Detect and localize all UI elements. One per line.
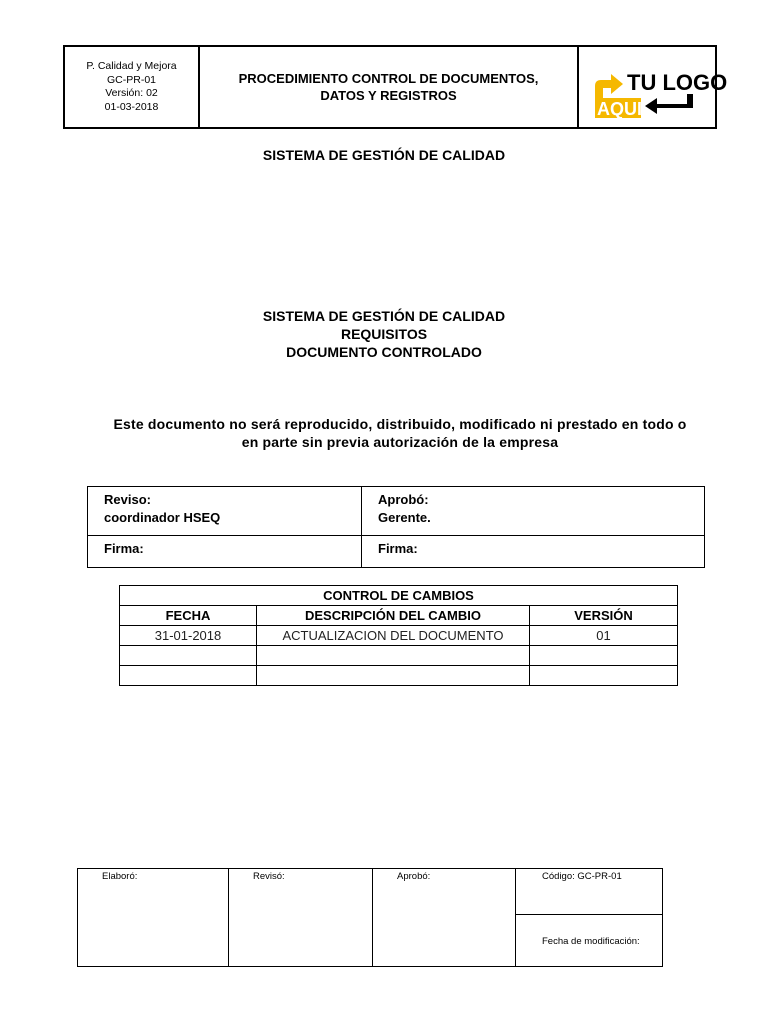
aprobo-value: Gerente. bbox=[378, 510, 431, 525]
cell-version bbox=[530, 646, 678, 666]
document-header bbox=[63, 45, 728, 129]
column-header-descripcion: DESCRIPCIÓN DEL CAMBIO bbox=[257, 606, 530, 626]
footer-fecha-label: Fecha de modificación: bbox=[542, 936, 640, 947]
aprobo-cell bbox=[362, 487, 705, 536]
system-title: SISTEMA DE GESTIÓN DE CALIDAD bbox=[262, 147, 506, 163]
cell-version bbox=[530, 666, 678, 686]
logo-arrow-return-icon bbox=[645, 94, 693, 114]
cell-descripcion bbox=[257, 666, 530, 686]
logo-text-top: TU LOGO bbox=[627, 70, 728, 95]
header-date: 01-03-2018 bbox=[104, 100, 159, 113]
logo-placeholder bbox=[579, 47, 728, 127]
footer-signature-table bbox=[77, 868, 663, 967]
title-block-line2: REQUISITOS bbox=[340, 326, 428, 342]
cell-fecha: 31-01-2018 bbox=[120, 626, 257, 646]
cell-fecha bbox=[120, 646, 257, 666]
firma-left-cell bbox=[88, 536, 362, 568]
cell-fecha bbox=[120, 666, 257, 686]
footer-fecha-cell bbox=[516, 915, 663, 967]
change-control-title: CONTROL DE CAMBIOS bbox=[120, 586, 678, 606]
cell-descripcion bbox=[257, 646, 530, 666]
cell-descripcion: ACTUALIZACION DEL DOCUMENTO bbox=[257, 626, 530, 646]
change-control-table bbox=[119, 585, 678, 686]
title-block bbox=[0, 307, 768, 361]
footer-elaboro-cell bbox=[78, 869, 229, 967]
header-title-line1: PROCEDIMIENTO CONTROL DE DOCUMENTOS, bbox=[238, 71, 539, 86]
notice-line1: Este documento no será reproducido, distribuido, modificado ni prestado en todo o bbox=[113, 416, 687, 432]
logo-arrow-right-icon bbox=[595, 74, 623, 102]
logo-image bbox=[587, 52, 728, 122]
header-department: P. Calidad y Mejora bbox=[86, 60, 177, 72]
footer-reviso-cell bbox=[229, 869, 373, 967]
logo-text-bottom: AQUI bbox=[597, 99, 642, 119]
header-doc-info bbox=[65, 47, 200, 127]
footer-codigo-label: Código: GC-PR-01 bbox=[542, 871, 622, 882]
footer-aprobo-cell bbox=[373, 869, 516, 967]
title-block-line1: SISTEMA DE GESTIÓN DE CALIDAD bbox=[262, 308, 506, 324]
table-row bbox=[120, 646, 678, 666]
confidentiality-notice bbox=[90, 415, 710, 451]
header-title-line2: DATOS Y REGISTROS bbox=[320, 88, 457, 103]
column-header-version: VERSIÓN bbox=[530, 606, 678, 626]
footer-elaboro-label: Elaboró: bbox=[102, 871, 138, 882]
firma-right-cell bbox=[362, 536, 705, 568]
firma-left-label: Firma: bbox=[104, 541, 144, 556]
reviso-label: Reviso: bbox=[104, 492, 151, 507]
footer-aprobo-label: Aprobó: bbox=[397, 871, 431, 882]
reviso-value: coordinador HSEQ bbox=[104, 510, 221, 525]
footer-reviso-label: Revisó: bbox=[253, 871, 285, 882]
cell-version: 01 bbox=[530, 626, 678, 646]
column-header-fecha: FECHA bbox=[120, 606, 257, 626]
notice-line2: en parte sin previa autorización de la empresa bbox=[241, 434, 559, 450]
aprobo-label: Aprobó: bbox=[378, 492, 429, 507]
header-title bbox=[200, 47, 579, 127]
footer-codigo-cell bbox=[516, 869, 663, 915]
title-block-line3: DOCUMENTO CONTROLADO bbox=[286, 344, 482, 360]
firma-right-label: Firma: bbox=[378, 541, 418, 556]
reviso-cell bbox=[88, 487, 362, 536]
header-version: Versión: 02 bbox=[105, 87, 158, 99]
table-row bbox=[120, 626, 678, 646]
approval-table bbox=[87, 486, 705, 568]
header-code: GC-PR-01 bbox=[106, 73, 156, 86]
table-row bbox=[120, 666, 678, 686]
